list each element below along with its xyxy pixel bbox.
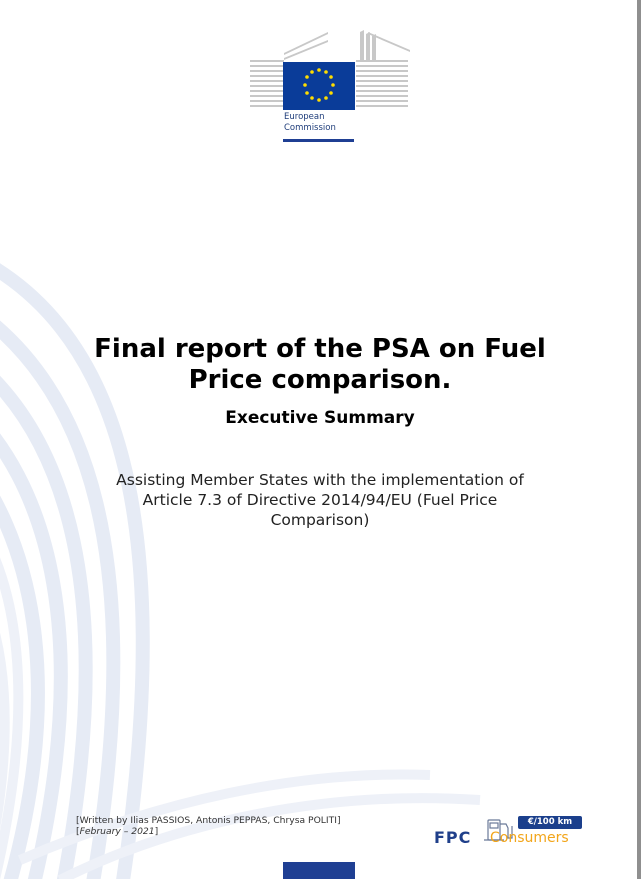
price-per-100km-badge: €/100 km [518,816,582,829]
authors-line: [Written by Ilias PASSIOS, Antonis PEPPAS, Chrysa POLITI] [76,815,341,826]
european-commission-logo [248,28,414,146]
date-line [76,826,158,837]
logo-underline [283,139,354,142]
title-line-1: Final report of the PSA on Fuel [94,334,546,364]
fpc-wordmark: FPC [434,828,472,847]
date-bracket-close: ] [154,826,159,837]
report-title [40,334,600,396]
fpc-consumers-logo [432,812,584,850]
footer-color-bar [283,862,355,879]
report-date: February – 2021 [79,826,155,837]
logo-line-european: European [284,112,325,122]
subtitle-line-2: Article 7.3 of Directive 2014/94/EU (Fuel Price [142,491,498,509]
subtitle-line-1: Assisting Member States with the implementation of [116,471,524,489]
date-bracket-open: [ [76,826,80,837]
logo-line-commission: Commission [284,123,336,133]
ec-building-emblem [248,28,414,112]
page-edge-shadow [637,0,641,879]
executive-summary-heading: Executive Summary [225,408,415,428]
logo-text [284,112,336,134]
report-subtitle [80,470,560,530]
subtitle-line-3: Comparison) [270,511,370,529]
consumers-wordmark: Consumers [490,830,569,846]
title-line-2: Price comparison. [188,365,452,395]
